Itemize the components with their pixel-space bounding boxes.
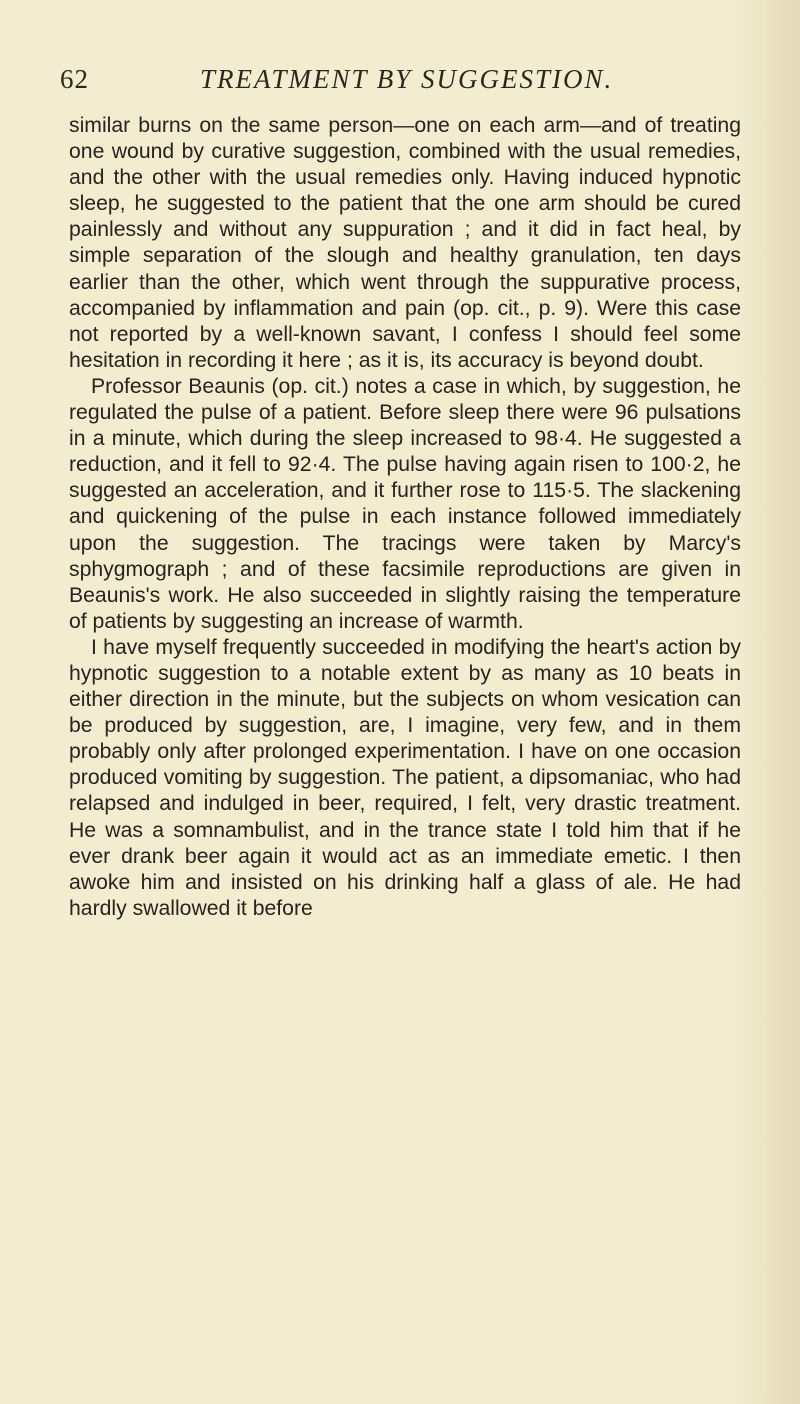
paragraph-text: similar burns on the same person—one on each arm—and of treating one wound by curative suggestion, combined with the usual remedies, and the other with the usual remedies only. Having induced hypnotic sleep, he suggested to the patient that the one arm should be cured painlessly and without any suppuration ; and it did in fact heal, by simple separation of the slough and healthy granulation, ten days earlier than the other, which went through the suppurative process, accompanied by inflammation and pain ( bbox=[69, 114, 741, 320]
running-head bbox=[60, 64, 760, 98]
citation-italic: op. cit. bbox=[278, 374, 342, 398]
paragraph-text: I have myself frequently succeeded in modifying the heart's action by hypnotic suggestion to a notable extent by as many as 10 beats in either direction in the minute, but the subjects on whom vesication can be produced by suggestion, are, I imagine, very few, and in them probably only after prolonged experimentation. I have on one occasion produced vomiting by suggestion. The patient, a dipsomaniac, who had relapsed and indulged in beer, required, I felt, very drastic treatment. He was a somnambulist, and in the trance state I told him that if he ever drank beer again it would act as an immediate emetic. I then awoke him and insisted on his drinking half a glass of ale. He had hardly swallowed it before bbox=[69, 635, 741, 920]
paragraph-1 bbox=[69, 113, 741, 374]
paragraph-2 bbox=[69, 374, 741, 635]
page-number: 62 bbox=[60, 64, 89, 94]
paragraph-3 bbox=[69, 635, 741, 922]
paragraph-text: Professor Beaunis ( bbox=[91, 374, 279, 398]
paragraph-text: , p. 9). Were this case not reported by a well-known bbox=[69, 296, 742, 346]
citation-italic: op. cit. bbox=[460, 296, 525, 320]
italic-term: savant bbox=[372, 322, 435, 346]
paragraph-text: , I confess I should feel some hesitation in recording it here ; as it is, its accuracy is beyond doubt. bbox=[69, 322, 742, 372]
body-text bbox=[69, 113, 741, 922]
paragraph-text: ) notes a case in which, by suggestion, he regulated the pulse of a patient. Before sleep there were 96 pulsations in a minute, which during the sleep increased to 98·4. He suggested a reduction, and it fell to 92·4. The pulse having again risen to 100·2, he suggested an acceleration, and it further rose to 115·5. The slackening and quickening of the pulse in each instance followed immediately upon the suggestion. The tracings were taken by Marcy's sphygmograph ; and of these facsimile reproductions are given in Beaunis's work. He also succeeded in slightly raising the temperature of patients by suggesting an increase of warmth. bbox=[69, 374, 741, 633]
running-title: TREATMENT BY SUGGESTION. bbox=[200, 64, 614, 94]
